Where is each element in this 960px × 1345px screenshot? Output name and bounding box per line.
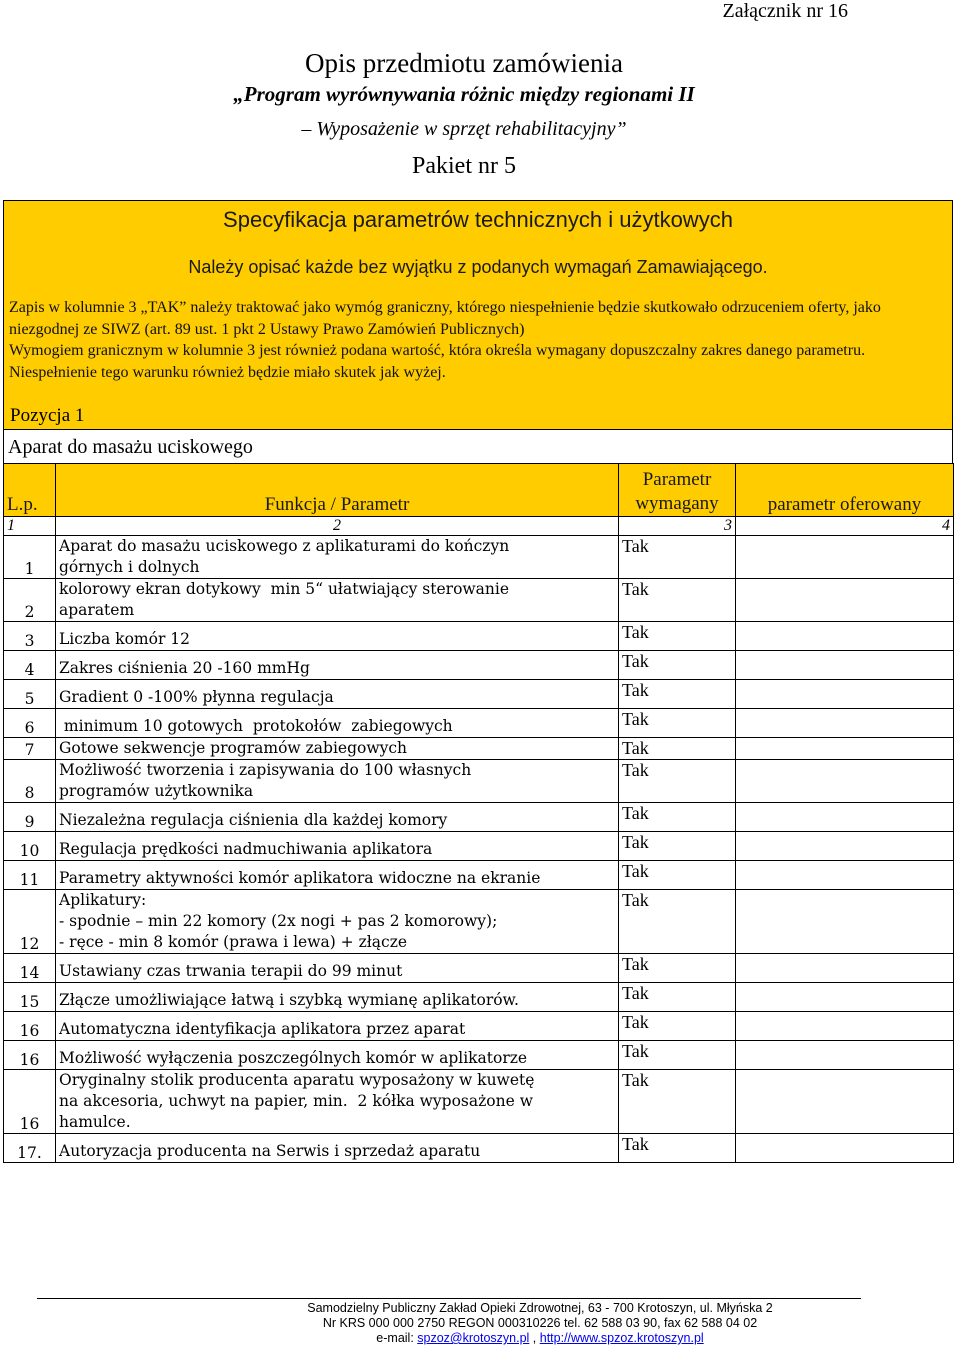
row-offered-value[interactable] [736,1070,954,1134]
row-offered-value[interactable] [736,1012,954,1041]
table-row [4,1041,954,1070]
row-offered-value[interactable] [736,536,954,579]
row-number: 15 [4,983,56,1012]
table-row [4,803,954,832]
parameter-line: Złącze umożliwiające łatwą i szybką wymianę aplikatorów. [59,991,519,1009]
row-offered-value[interactable] [736,1041,954,1070]
row-number: 12 [4,890,56,954]
row-offered-value[interactable] [736,738,954,760]
row-offered-value[interactable] [736,861,954,890]
equipment-subtitle: – Wyposażenie w sprzęt rehabilitacyjny” [301,118,627,140]
parameter-line: kolorowy ekran dotykowy min 5“ ułatwiający sterowanie [59,580,510,598]
parameter-line: Ustawiany czas trwania terapii do 99 minut [59,962,403,980]
table-row [4,579,954,622]
row-parameter [56,709,619,738]
row-parameter [56,1041,619,1070]
table-row [4,861,954,890]
table-row [4,651,954,680]
row-required-value: Tak [619,1070,736,1134]
col-number-3: 3 [619,517,736,536]
row-parameter [56,760,619,803]
parameter-line: górnych i dolnych [59,558,200,576]
header-required [619,464,736,517]
row-parameter [56,1070,619,1134]
row-parameter [56,832,619,861]
row-parameter [56,890,619,954]
row-required-value: Tak [619,890,736,954]
row-number: 16 [4,1070,56,1134]
parameter-line: - ręce - min 8 komór (prawa i lewa) + złącze [59,933,408,951]
package-number: Pakiet nr 5 [412,153,516,179]
col-number-4: 4 [736,517,954,536]
table-row [4,954,954,983]
header-required-line1: Parametr [642,469,712,490]
parameter-line: Aplikatury: [59,891,147,909]
row-offered-value[interactable] [736,803,954,832]
parameter-line: Możliwość tworzenia i zapisywania do 100 własnych [59,761,472,779]
row-required-value: Tak [619,536,736,579]
row-required-value: Tak [619,579,736,622]
row-parameter [56,983,619,1012]
table-row [4,1070,954,1134]
row-offered-value[interactable] [736,954,954,983]
row-number: 8 [4,760,56,803]
program-name: „Program wyrównywania różnic między regionami II [233,82,695,106]
footer-address: Samodzielny Publiczny Zakład Opieki Zdrowotnej, 63 - 700 Krotoszyn, ul. Młyńska 2 [307,1301,773,1315]
parameter-line: Zakres ciśnienia 20 -160 mmHg [59,659,310,677]
row-offered-value[interactable] [736,983,954,1012]
specification-box [3,200,953,430]
row-offered-value[interactable] [736,760,954,803]
row-parameter [56,680,619,709]
annex-number: Załącznik nr 16 [722,0,848,22]
row-number: 4 [4,651,56,680]
row-parameter [56,861,619,890]
row-required-value: Tak [619,709,736,738]
note-limit: Wymogiem granicznym w kolumnie 3 jest również podana wartość, która określa wymagany dopuszczalny zakres danego parametru. Niespełnienie tego warunku również będzie miało skutek jak wyżej. [9,342,866,381]
parameter-line: Gradient 0 -100% płynna regulacja [59,688,334,706]
parameter-line: Autoryzacja producenta na Serwis i sprzedaż aparatu [59,1142,481,1160]
row-parameter [56,536,619,579]
row-number: 14 [4,954,56,983]
row-parameter [56,738,619,760]
parameter-line: Oryginalny stolik producenta aparatu wyposażony w kuwetę [59,1071,535,1089]
footer-registry: Nr KRS 000 000 2750 REGON 000310226 tel. 62 588 03 90, fax 62 588 04 02 [322,1316,758,1330]
row-required-value: Tak [619,738,736,760]
row-number: 7 [4,738,56,760]
parameter-line: hamulce. [59,1113,131,1131]
row-offered-value[interactable] [736,680,954,709]
row-number: 3 [4,622,56,651]
row-parameter [56,622,619,651]
row-required-value: Tak [619,861,736,890]
spec-title: Specyfikacja parametrów technicznych i użytkowych [223,207,733,232]
parameter-line: Aparat do masażu uciskowego z aplikaturami do kończyn [59,537,510,555]
page-title: Opis przedmiotu zamówienia [305,48,623,78]
row-required-value: Tak [619,622,736,651]
parameter-line: aparatem [59,601,135,619]
row-required-value: Tak [619,760,736,803]
row-parameter [56,579,619,622]
footer-website-link[interactable]: http://www.spzoz.krotoszyn.pl [539,1331,704,1345]
row-required-value: Tak [619,651,736,680]
row-parameter [56,1134,619,1163]
row-required-value: Tak [619,983,736,1012]
table-row [4,760,954,803]
row-required-value: Tak [619,1012,736,1041]
row-parameter [56,954,619,983]
note-requirement: Zapis w kolumnie 3 „TAK” należy traktować jako wymóg graniczny, którego niespełnienie będzie skutkowało odrzuceniem oferty, jako niezgodnej ze SIWZ (art. 89 ust. 1 pkt 2 Ustawy Prawo Zamówień Publicznych) [9,299,881,338]
header-function: Funkcja / Parametr [56,464,619,517]
parameter-line: Niezależna regulacja ciśnienia dla każdej komory [59,811,448,829]
table-row [4,1012,954,1041]
row-parameter [56,803,619,832]
row-offered-value[interactable] [736,622,954,651]
position-label: Pozycja 1 [10,405,85,426]
parameter-line: Możliwość wyłączenia poszczególnych komór w aplikatorze [59,1049,528,1067]
table-row [4,709,954,738]
spec-notes [9,297,944,383]
row-number: 16 [4,1012,56,1041]
parameter-line: minimum 10 gotowych protokołów zabiegowych [59,717,453,735]
table-row [4,983,954,1012]
table-row [4,680,954,709]
row-number: 10 [4,832,56,861]
col-number-2: 2 [56,517,619,536]
row-offered-value[interactable] [736,832,954,861]
row-number: 2 [4,579,56,622]
table-row [4,738,954,760]
row-required-value: Tak [619,1041,736,1070]
footer-separator: , [529,1331,540,1345]
row-number: 17. [4,1134,56,1163]
table-row [4,1134,954,1163]
footer-email-label: e-mail: [376,1331,418,1345]
row-number: 16 [4,1041,56,1070]
row-number: 6 [4,709,56,738]
row-offered-value[interactable] [736,890,954,954]
table-row [4,890,954,954]
row-number: 1 [4,536,56,579]
parameter-line: Regulacja prędkości nadmuchiwania aplikatora [59,840,433,858]
parameter-line: - spodnie – min 22 komory (2x nogi + pas 2 komorowy); [59,912,498,930]
row-number: 9 [4,803,56,832]
parameter-line: na akcesoria, uchwyt na papier, min. 2 kółka wyposażone w [59,1092,533,1110]
row-required-value: Tak [619,1134,736,1163]
column-numbers-row [4,517,954,536]
col-number-1: 1 [4,517,56,536]
row-number: 5 [4,680,56,709]
parameter-line: programów użytkownika [59,782,254,800]
spec-subtitle: Należy opisać każde bez wyjątku z podanych wymagań Zamawiającego. [188,257,768,277]
row-offered-value[interactable] [736,1134,954,1163]
row-required-value: Tak [619,803,736,832]
row-parameter [56,1012,619,1041]
table-row [4,536,954,579]
row-required-value: Tak [619,680,736,709]
parameter-line: Liczba komór 12 [59,630,191,648]
table-row [4,622,954,651]
header-lp: L.p. [4,464,56,517]
header-required-line2: wymagany [635,493,719,514]
footer-email-link[interactable]: spzoz@krotoszyn.pl [417,1331,530,1345]
table-header-row [4,464,954,517]
parameter-line: Parametry aktywności komór aplikatora widoczne na ekranie [59,869,541,887]
row-parameter [56,651,619,680]
row-required-value: Tak [619,832,736,861]
parameter-line: Automatyczna identyfikacja aplikatora przez aparat [59,1020,466,1038]
footer-contact [300,1331,780,1345]
table-row [4,832,954,861]
row-number: 11 [4,861,56,890]
specification-table [3,463,954,1163]
row-required-value: Tak [619,954,736,983]
header-offered: parametr oferowany [736,464,954,517]
row-offered-value[interactable] [736,579,954,622]
parameter-line: Gotowe sekwencje programów zabiegowych [59,739,408,757]
row-offered-value[interactable] [736,709,954,738]
row-offered-value[interactable] [736,651,954,680]
device-title: Aparat do masażu uciskowego [8,436,253,458]
footer-divider [37,1298,861,1299]
